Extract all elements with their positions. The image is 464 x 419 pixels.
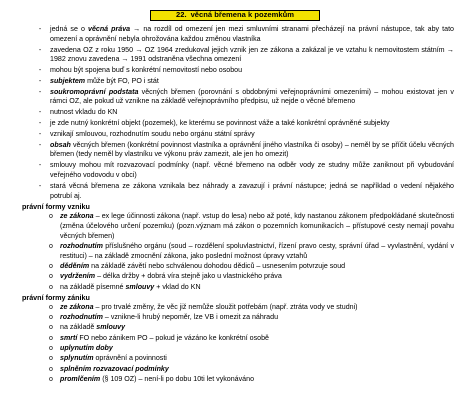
bullet-item bbox=[16, 66, 454, 76]
bullet-text bbox=[50, 88, 454, 106]
text-run: obsah bbox=[50, 140, 71, 149]
text-run: + vklad do KN bbox=[154, 282, 201, 291]
bullet-text bbox=[50, 108, 117, 116]
dash-bullet: - bbox=[38, 66, 42, 75]
bullet-item bbox=[16, 119, 454, 129]
bullet-item bbox=[16, 161, 454, 181]
text-run: věcná práva bbox=[88, 25, 131, 33]
dash-bullet: - bbox=[38, 181, 42, 190]
text-run: subjektem bbox=[50, 76, 86, 85]
text-run: nutnost vkladu do KN bbox=[50, 108, 118, 117]
text-run: → na rozdíl od omezení jen mezi smluvními stranami přecházejí na právní nástupce, tak aby tato omezení a oprávnění nebyla ohrožována každou změnou vlastníka bbox=[50, 25, 454, 43]
text-run: soukromoprávní podstata bbox=[50, 87, 139, 96]
text-run: oprávnění a povinnosti bbox=[93, 354, 167, 363]
circle-bullet-icon: o bbox=[49, 314, 53, 322]
text-run: splynutím bbox=[60, 354, 94, 363]
bullet-text bbox=[50, 182, 454, 200]
text-run: je zde nutný konkrétní objekt (pozemek), ke kterému se povinnost váže a také konkrétní oprávněné subjekty bbox=[50, 119, 390, 128]
dash-bullet: - bbox=[38, 76, 42, 85]
text-run: na základě písemné bbox=[60, 282, 126, 291]
header-wrap bbox=[16, 10, 454, 21]
sub-list-item bbox=[16, 375, 454, 385]
sub-item-text bbox=[60, 323, 125, 331]
text-run: na základě bbox=[60, 323, 97, 332]
text-run: ze zákona bbox=[60, 212, 94, 221]
text-run: rozhodnutím bbox=[60, 242, 103, 251]
bullet-list bbox=[16, 25, 454, 201]
sub-item-text bbox=[60, 262, 345, 270]
sub-item-text bbox=[60, 334, 269, 342]
circle-bullet-icon: o bbox=[49, 375, 53, 383]
circle-bullet-icon: o bbox=[49, 303, 53, 311]
dash-bullet: - bbox=[38, 161, 42, 170]
heading-title: věcná břemena k pozemkům bbox=[190, 10, 294, 20]
sub-list-item bbox=[16, 242, 454, 262]
dash-bullet: - bbox=[38, 119, 42, 128]
sub-item-text bbox=[60, 303, 358, 311]
text-run: rozhodnutím bbox=[60, 313, 103, 322]
text-run: splněním rozvazovací podmínky bbox=[60, 364, 169, 373]
text-run: promlčením bbox=[60, 374, 101, 383]
sub-item-text bbox=[60, 313, 278, 321]
text-run: zavedena OZ z roku 1950 → OZ 1964 zredukoval jejich vznik jen ze zákona a zakázal je ve vztahu k nemovitostem státním → 1982 znovu zavedena → 1991 odstraněna všechna omezení bbox=[50, 45, 454, 64]
text-run: smlouvy bbox=[96, 323, 126, 332]
bullet-item bbox=[16, 77, 454, 87]
sub-list-item bbox=[16, 323, 454, 333]
text-run: stará věcná břemena ze zákona vznikala bez náhrady a zavazují i právní nástupce; jedná se například o vedení nějakého potrubí aj. bbox=[50, 181, 454, 200]
text-run: věcných břemen (konkrétní povinnost vlastníka a oprávnění jiného vlastníka či osoby) – neměl by se příčit účelu věcných břemen (tedy neměl by vlastníku ve výkonu práv zamezit, ale jen ho omezit) bbox=[50, 140, 454, 159]
sub-item-text bbox=[60, 242, 454, 260]
text-run: smlouvy bbox=[125, 282, 155, 291]
circle-bullet-icon: o bbox=[49, 365, 53, 373]
bullet-item bbox=[16, 88, 454, 108]
text-run: – délka držby + dobrá víra stejně jako u vlastnického práva bbox=[95, 272, 282, 281]
circle-bullet-icon: o bbox=[49, 213, 53, 221]
bullet-text bbox=[50, 25, 454, 43]
bullet-item bbox=[16, 182, 454, 202]
sub-item-text bbox=[60, 272, 282, 280]
text-run: (§ 109 OZ) – není-li po dobu 10ti let vykonáváno bbox=[100, 374, 255, 383]
text-run: smlouvy mohou mít rozvazovací podmínky (např. věcné břemeno na odběr vody ze studny může zaniknout při vybudování veřejného vodovodu v obci) bbox=[50, 161, 454, 179]
circle-bullet-icon: o bbox=[49, 283, 53, 291]
heading-number: 22. bbox=[176, 10, 187, 20]
bullet-text bbox=[50, 77, 159, 85]
sub-list-item bbox=[16, 365, 454, 375]
bullet-item bbox=[16, 46, 454, 66]
text-run: – ex lege účinnosti zákona (např. vstup do lesa) nebo až poté, kdy nastanou zákonem předpokládané skutečnosti (změna účelového určení pozemku) (pozn.význam má zákon o pozemních komunikacích – přístupové cesty nemají povahu věcných břemen) bbox=[60, 212, 454, 240]
text-run: příslušného orgánu (soud – rozdělení spoluvlastnictví, řízení pravo cesty, správní úřad – vyvlastnění, vydání v restituci) – na základě zmocnění zákona, jako poslední možnost úpravy vztahů bbox=[60, 242, 454, 260]
text-run: může být FO, PO i stát bbox=[85, 76, 159, 85]
bullet-text bbox=[50, 119, 390, 127]
sub-list-item bbox=[16, 354, 454, 364]
text-run: vznikají smlouvou, rozhodnutím soudu nebo orgánu státní správy bbox=[50, 129, 255, 138]
bullet-item bbox=[16, 108, 454, 118]
bullet-text bbox=[50, 161, 454, 179]
sub-list-item bbox=[16, 262, 454, 272]
bullet-item bbox=[16, 25, 454, 45]
dash-bullet: - bbox=[38, 87, 42, 96]
section-heading bbox=[150, 10, 320, 21]
text-run: jedná se o bbox=[50, 25, 88, 33]
sub-list-item bbox=[16, 344, 454, 354]
circle-bullet-icon: o bbox=[49, 273, 53, 281]
bullet-item bbox=[16, 130, 454, 140]
text-run: mohou být spojena buď s konkrétní nemovitostí nebo osobou bbox=[50, 66, 243, 75]
sub-item-text bbox=[60, 212, 454, 240]
sub-list-item bbox=[16, 313, 454, 323]
sub-list-item bbox=[16, 334, 454, 344]
text-run: ze zákona bbox=[60, 302, 94, 311]
text-run: děděním bbox=[60, 262, 90, 271]
text-run: uplynutím doby bbox=[60, 344, 113, 353]
text-run: FO nebo zánikem PO – pokud je vázáno ke konkrétní osobě bbox=[77, 333, 270, 342]
sub-list-item bbox=[16, 272, 454, 282]
bullet-text bbox=[50, 141, 454, 159]
sections bbox=[16, 202, 454, 384]
dash-bullet: - bbox=[38, 140, 42, 149]
circle-bullet-icon: o bbox=[49, 243, 53, 251]
bullet-text bbox=[50, 66, 242, 74]
sub-item-text bbox=[60, 283, 201, 291]
text-run: smrtí bbox=[60, 333, 78, 342]
bullet-item bbox=[16, 141, 454, 161]
sub-list-item bbox=[16, 283, 454, 293]
section-title: právní formy zániku bbox=[22, 292, 90, 302]
sub-list-item bbox=[16, 212, 454, 241]
text-run: věcných břemen (porovnání s obdobnými veřejnoprávními omezeními) – mohou existovat jen v rámci OZ, ale pokud už vznikne na základě veřejnoprávního předpisu, už nejde o věcné břemeno bbox=[50, 87, 454, 106]
dash-bullet: - bbox=[38, 129, 42, 138]
sub-item-text bbox=[60, 365, 169, 373]
text-run: na základě závětí nebo schválenou dohodou dědiců – usnesením potvrzuje soud bbox=[89, 262, 346, 271]
sub-list-item bbox=[16, 303, 454, 313]
text-run: – pro trvalé změny, že věc již nemůže sloužit potřebám (např. ztráta vody ve studni) bbox=[93, 302, 358, 311]
bullet-text bbox=[50, 130, 255, 138]
text-run: vydržením bbox=[60, 272, 96, 281]
text-run: – vznikne-li hrubý nepoměr, lze VB i omezit za náhradu bbox=[102, 313, 279, 322]
sub-item-text bbox=[60, 375, 254, 383]
dash-bullet: - bbox=[38, 108, 42, 117]
bullet-text bbox=[50, 46, 454, 64]
circle-bullet-icon: o bbox=[49, 324, 53, 332]
dash-bullet: - bbox=[38, 25, 42, 33]
section-title: právní formy vzniku bbox=[22, 202, 90, 212]
circle-bullet-icon: o bbox=[49, 345, 53, 353]
circle-bullet-icon: o bbox=[49, 355, 53, 363]
circle-bullet-icon: o bbox=[49, 263, 53, 271]
dash-bullet: - bbox=[38, 45, 42, 54]
circle-bullet-icon: o bbox=[49, 334, 53, 342]
sub-item-text bbox=[60, 354, 167, 362]
sub-item-text bbox=[60, 344, 113, 352]
